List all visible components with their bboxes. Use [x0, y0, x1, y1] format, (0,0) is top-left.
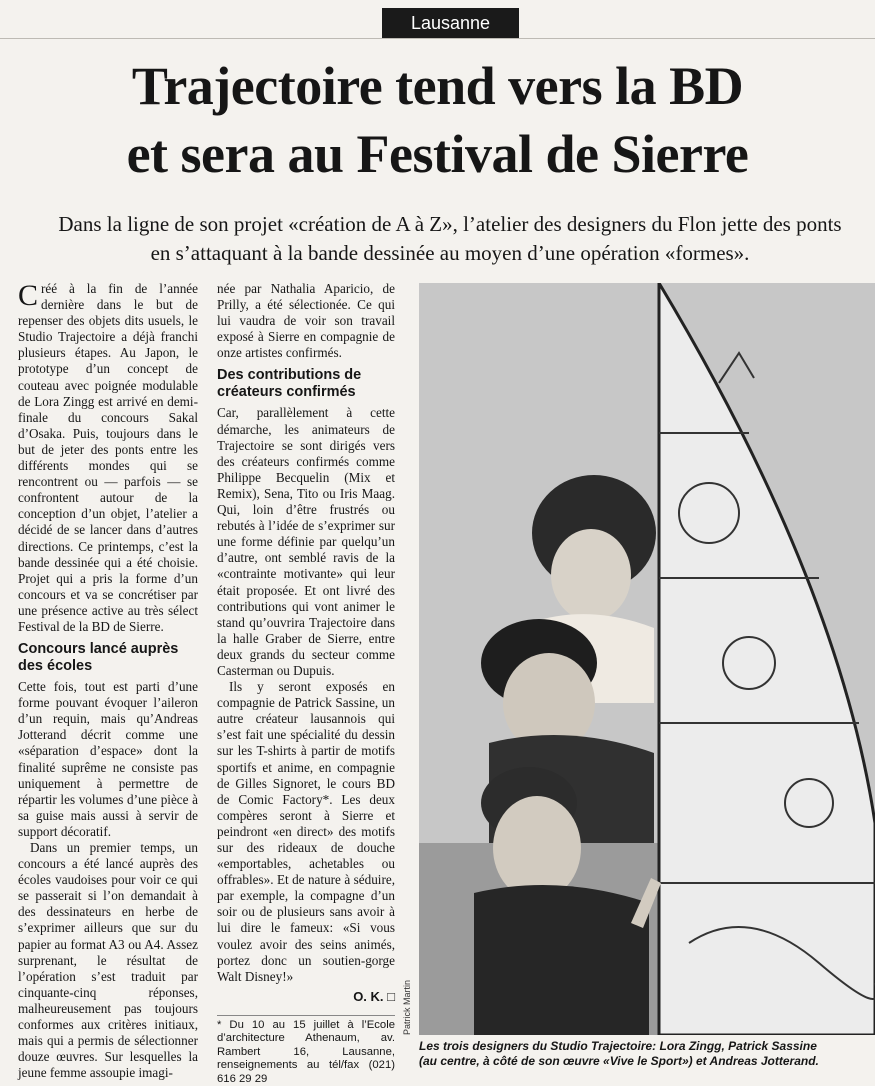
photo-illustration	[419, 283, 875, 1035]
paragraph: Car, parallèlement à cette démarche, les animateurs de Trajectoire se sont dirigés vers des créateurs confirmés comme Philippe Becquelin (Mix et Remix), Sena, Tito ou Iris Maag. Qui, loin d’être frustrés ou rebutés à l’idée de s’exprimer sur une forme définie par quelqu’un d’autre, ont semblé ravis de la «contrainte motivante» qui leur était proposée. Et ont livré des contributions qui vont animer le stand qu’ouvrira Trajectoire dans la halle Graber de Sierre, entre deux grands du secteur comme Casterman ou Dupuis.	[217, 405, 395, 678]
caption-line-2: (au centre, à côté de son œuvre «Vive le Sport») et Andreas Jotterand.	[419, 1054, 819, 1068]
paragraph: née par Nathalia Aparicio, de Prilly, a été sélectionée. Ce qui lui vaudra de voir son travail exposé à Sierre en compagnie de onze artistes confirmés.	[217, 281, 395, 361]
drop-cap: C	[18, 279, 39, 312]
article-column-2	[217, 281, 395, 1005]
paragraph	[18, 281, 198, 635]
caption-line-1: Les trois designers du Studio Trajectoire: Lora Zingg, Patrick Sassine	[419, 1039, 817, 1053]
author-signature: O. K. □	[353, 988, 395, 1004]
paragraph: Ils y seront exposés en compagnie de Patrick Sassine, un autre créateur lausannois qui s’est fait une spécialité du dessin sur les T-shirts à partir de motifs sportifs et anime, en compagnie de Gilles Signoret, le cours BD de Comic Factory*. Les deux compères seront à Sierre et peindront «en direct» des motifs sur des rideaux de douche «emportables, achetables ou offrables». Et de nature à séduire, par exemple, la compagne d’un soir ou de plusieurs sans avoir à lui dire le fameux: «Si vous voulez avoir des seins animés, portez donc un soutien-gorge Walt Disney!»	[217, 679, 395, 984]
subheading: Des contributions de créateurs confirmés	[217, 367, 362, 401]
intro-lead: Dans la ligne de son projet «création de A à Z», l’atelier des designers du Flon jette des ponts en s’attaquant à la bande dessinée au moyen d’une opération «formes».	[58, 212, 842, 265]
headline-line-2: et sera au Festival de Sierre	[126, 124, 749, 184]
photo-credit: Patrick Martin	[402, 979, 412, 1035]
paragraph: Dans un premier temps, un concours a été lancé auprès des écoles vaudoises pour voir ce qui se passerait si l’on demandait à des dessinateurs en herbe de s’exprimer ailleurs que sur du papier au format A3 ou A4. Assez surprenant, le résultat de l’opération s’est traduit par cinquante-cinq réponses, malheureusement pas toujours conformes aux critères initiaux, mais qui a permis de sélectionner douze œuvres. Sur lesquelles la jeune femme assoupie imagi-	[18, 840, 198, 1081]
article-column-1	[18, 281, 198, 1081]
paragraph: Cette fois, tout est parti d’une forme pouvant évoquer l’aileron d’un requin, mais qu’Andreas Jotterand décrit comme une «séparation d’espace» dont la finalité suprême ne consiste pas uniquement à permettre de répartir les volumes d’une pièce à sa guise mais aussi à servir de support décoratif.	[18, 679, 198, 839]
footnote: * Du 10 au 15 juillet à l’Ecole d’architecture Athenaum, av. Rambert 16, Lausanne, renseignements au tél/fax (021) 616 29 29	[217, 1015, 395, 1086]
paragraph-text: réé à la fin de l’année dernière dans le but de repenser des objets dits usuels, le Studio Trajectoire a déjà franchi plusieurs étapes. Au Japon, le prototype d’un concept de couteau avec poignée modulable de Lora Zingg est arrivé en demi-finale du concours Sakal d’Osaka. Puis, toujours dans le but de jeter des ponts entre les différents mondes qui se rencontrent ou — parfois — se confrontent autour de la conception d’un objet, l’atelier a décidé de se lancer dans d’autres directions. Ce printemps, c’est la bande dessinée qui a été choisie. Projet qui a pris la forme d’un concours et va se concrétiser par une présence active au très sélect Festival de la BD de Sierre.	[18, 281, 198, 634]
rule-line	[0, 38, 875, 39]
photo-caption	[419, 1039, 875, 1069]
section-rubric: Lausanne	[382, 8, 519, 38]
headline	[20, 52, 855, 188]
subheading: Concours lancé auprès des écoles	[18, 641, 179, 675]
article-photo	[419, 283, 875, 1035]
headline-line-1: Trajectoire tend vers la BD	[131, 56, 744, 116]
